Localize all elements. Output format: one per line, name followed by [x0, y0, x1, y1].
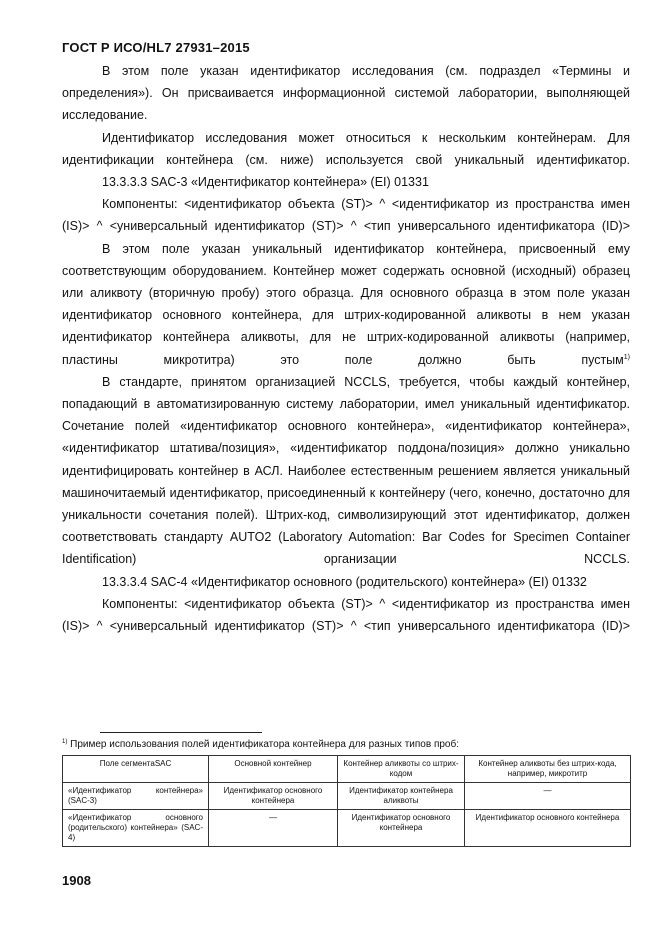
- table-cell: Идентификатор основного контейнера: [338, 810, 465, 847]
- table-cell: —: [465, 783, 631, 810]
- table-cell-text: «Идентификатор основного (родительского) контейнера» (SAC-4): [68, 813, 203, 842]
- paragraph-sac-3-components: Компоненты: <идентификатор объекта (ST)> ^ <идентификатор из пространства имен (IS)> ^ <универсальный идентификатор (ST)> ^ <тип универсального идентификатора (ID)>: [62, 197, 630, 234]
- table-header-cell: Поле сегментаSAC: [63, 756, 209, 783]
- paragraph-nccls-standard: В стандарте, принятом организацией NCCLS, требуется, чтобы каждый контейнер, попадающий в автоматизированную систему лаборатории, имел уникальный идентификатор. Сочетание полей «идентификатор основного контейнера», «идентификатор контейнера», «идентификатор штатива/позиция», «идентификатор поддона/позиция» должно уникально идентифицировать контейнер в АСЛ. Наиболее естественным решением является уникальный машиночитаемый идентификатор, присоединенный к контейнеру (чего, конечно, достаточно для уникальности сочетания полей). Штрих-код, символизирующий этот идентификатор, должен соответствовать стандарту AUTO2 (Laboratory Automation: Bar Codes for Specimen Container Identification) организации NCCLS.: [62, 374, 630, 567]
- paragraph-sac-4-components: Компоненты: <идентификатор объекта (ST)> ^ <идентификатор из пространства имен (IS)> ^ <универсальный идентификатор (ST)> ^ <тип универсального идентификатора (ID)>: [62, 596, 630, 634]
- table-cell-text: «Идентификатор контейнера» (SAC-3): [68, 786, 203, 805]
- table-header-row: [63, 756, 631, 783]
- paragraph-container-id-text: В этом поле указан уникальный идентификатор контейнера, присвоенный ему соответствующим оборудованием. Контейнер может содержать основной (исходный) образец или аликвоту (вторичную пробу) этого образца. Для основного образца в этом поле указан идентификатор основного контейнера, для штрих-кодированной аликвоты в нем указан идентификатор контейнера аликвоты, для не штрих-кодированной аликвоты (например, пластины микротитра) это поле должно быть пустым: [62, 241, 630, 367]
- paragraph-study-id-definition: В этом поле указан идентификатор исследования (см. подраздел «Термины и определения»). Он присваивается информационной системой лаборатории, выполняющей исследование.: [62, 64, 630, 123]
- document-body: [62, 60, 630, 637]
- footnote-caption: Пример использования полей идентификатора контейнера для разных типов проб:: [70, 739, 459, 750]
- page-number: 1908: [62, 873, 91, 888]
- table-cell: Идентификатор основного контейнера: [209, 783, 338, 810]
- table-row: [63, 783, 631, 810]
- footnote-table: [62, 755, 631, 847]
- table-cell: Идентификатор основного контейнера: [465, 810, 631, 847]
- section-heading-sac-4: 13.3.3.4 SAC-4 «Идентификатор основного (родительского) контейнера» (EI) 01332: [102, 574, 587, 589]
- table-header-cell: Контейнер аликвоты без штрих-кода, например, микротитр: [465, 756, 631, 783]
- footnote-ref: 1): [623, 353, 630, 361]
- table-cell: [63, 810, 209, 847]
- table-cell: —: [209, 810, 338, 847]
- footnote-divider: [100, 732, 262, 733]
- paragraph-study-id-containers: Идентификатор исследования может относиться к нескольким контейнерам. Для идентификации контейнера (см. ниже) используется свой уникальный идентификатор.: [62, 130, 630, 167]
- table-header-cell: Контейнер аликвоты со штрих-кодом: [338, 756, 465, 783]
- paragraph-container-id-description: [62, 238, 630, 371]
- footnote-marker: 1): [62, 739, 68, 745]
- document-header: ГОСТ Р ИСО/HL7 27931–2015: [62, 40, 250, 55]
- table-cell: [63, 783, 209, 810]
- table-header-cell: Основной контейнер: [209, 756, 338, 783]
- section-heading-sac-3: 13.3.3.3 SAC-3 «Идентификатор контейнера» (EI) 01331: [102, 175, 429, 190]
- footnote-text: [62, 739, 459, 750]
- table-cell: Идентификатор контейнера аликвоты: [338, 783, 465, 810]
- table-row: [63, 810, 631, 847]
